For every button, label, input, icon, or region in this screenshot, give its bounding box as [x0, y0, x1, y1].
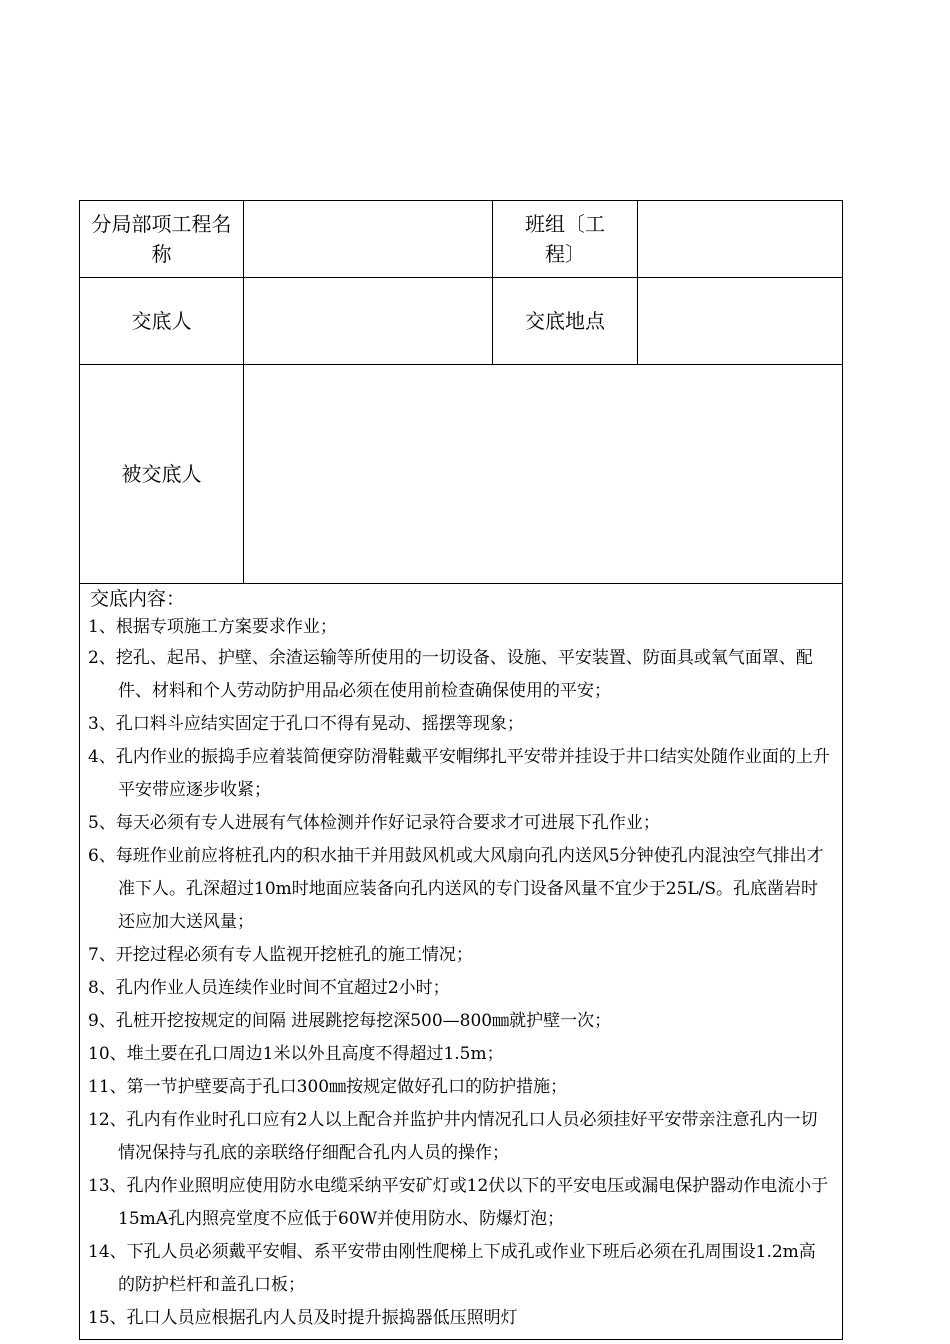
recipient-row [80, 365, 843, 584]
discloser-row [80, 278, 843, 365]
team-label-cell [493, 201, 638, 278]
list-item: 6、每班作业前应将桩孔内的积水抽干并用鼓风机或大风扇向孔内送风5分钟使孔内混浊空气排出才准下人。孔深超过10m时地面应装备向孔内送风的专门设备风量不宜少于25L/S。孔底凿岩时还应加大送风量； [88, 846, 824, 932]
content-cell [80, 584, 843, 1340]
project-row [80, 201, 843, 278]
location-value[interactable] [638, 278, 843, 365]
list-item: 15、孔口人员应根据孔内人员及时提升振捣器低压照明灯 [88, 1308, 518, 1328]
location-label: 交底地点 [525, 309, 605, 333]
team-label: 班组〔工程〕 [525, 212, 605, 266]
list-item: 5、每天必须有专人进展有气体检测并作好记录符合要求才可进展下孔作业； [88, 813, 660, 833]
content-title: 交底内容： [90, 588, 186, 610]
list-item: 12、孔内有作业时孔口应有2人以上配合并监护井内情况孔口人员必须挂好平安带亲注意孔内一切情况保持与孔底的亲联络仔细配合孔内人员的操作； [88, 1110, 818, 1163]
list-item: 8、孔内作业人员连续作业时间不宜超过2小时； [88, 978, 450, 998]
discloser-label: 交底人 [131, 309, 192, 333]
list-item: 13、孔内作业照明应使用防水电缆采纳平安矿灯或12伏以下的平安电压或漏电保护器动作电流小于15mA孔内照亮堂度不应低于60W并使用防水、防爆灯泡； [88, 1176, 829, 1229]
list-item: 1、根据专项施工方案要求作业； [88, 617, 337, 637]
location-label-cell [493, 278, 638, 365]
disclosure-table [79, 200, 843, 1340]
project-name-label: 分局部项工程名称 [91, 212, 232, 266]
list-item: 9、孔桩开挖按规定的间隔 进展跳挖每挖深500—800㎜就护壁一次； [88, 1011, 612, 1031]
list-item: 3、孔口料斗应结实固定于孔口不得有晃动、摇摆等现象； [88, 714, 524, 734]
project-name-label-cell [80, 201, 244, 278]
project-name-value[interactable] [244, 201, 493, 278]
list-item: 14、下孔人员必须戴平安帽、系平安带由刚性爬梯上下成孔或作业下班后必须在孔周围设1.2m高的防护栏杆和盖孔口板； [88, 1242, 816, 1295]
content-row [80, 584, 843, 1340]
list-item: 4、孔内作业的振捣手应着装简便穿防滑鞋戴平安帽绑扎平安带并挂设于井口结实处随作业面的上升平安带应逐步收紧； [88, 747, 830, 800]
team-value[interactable] [638, 201, 843, 278]
discloser-label-cell [80, 278, 244, 365]
list-item: 11、第一节护壁要高于孔口300㎜按规定做好孔口的防护措施； [88, 1077, 568, 1097]
list-item: 2、挖孔、起吊、护壁、余渣运输等所使用的一切设备、设施、平安装置、防面具或氧气面罩、配件、材料和个人劳动防护用品必须在使用前检查确保使用的平安； [88, 648, 813, 701]
list-item: 7、开挖过程必须有专人监视开挖桩孔的施工情况； [88, 945, 473, 965]
discloser-value[interactable] [244, 278, 493, 365]
recipient-value[interactable] [244, 365, 843, 584]
recipient-label-cell [80, 365, 244, 584]
content-list [88, 612, 832, 1335]
recipient-label: 被交底人 [121, 462, 202, 486]
list-item: 10、堆土要在孔口周边1米以外且高度不得超过1.5m； [88, 1044, 504, 1064]
